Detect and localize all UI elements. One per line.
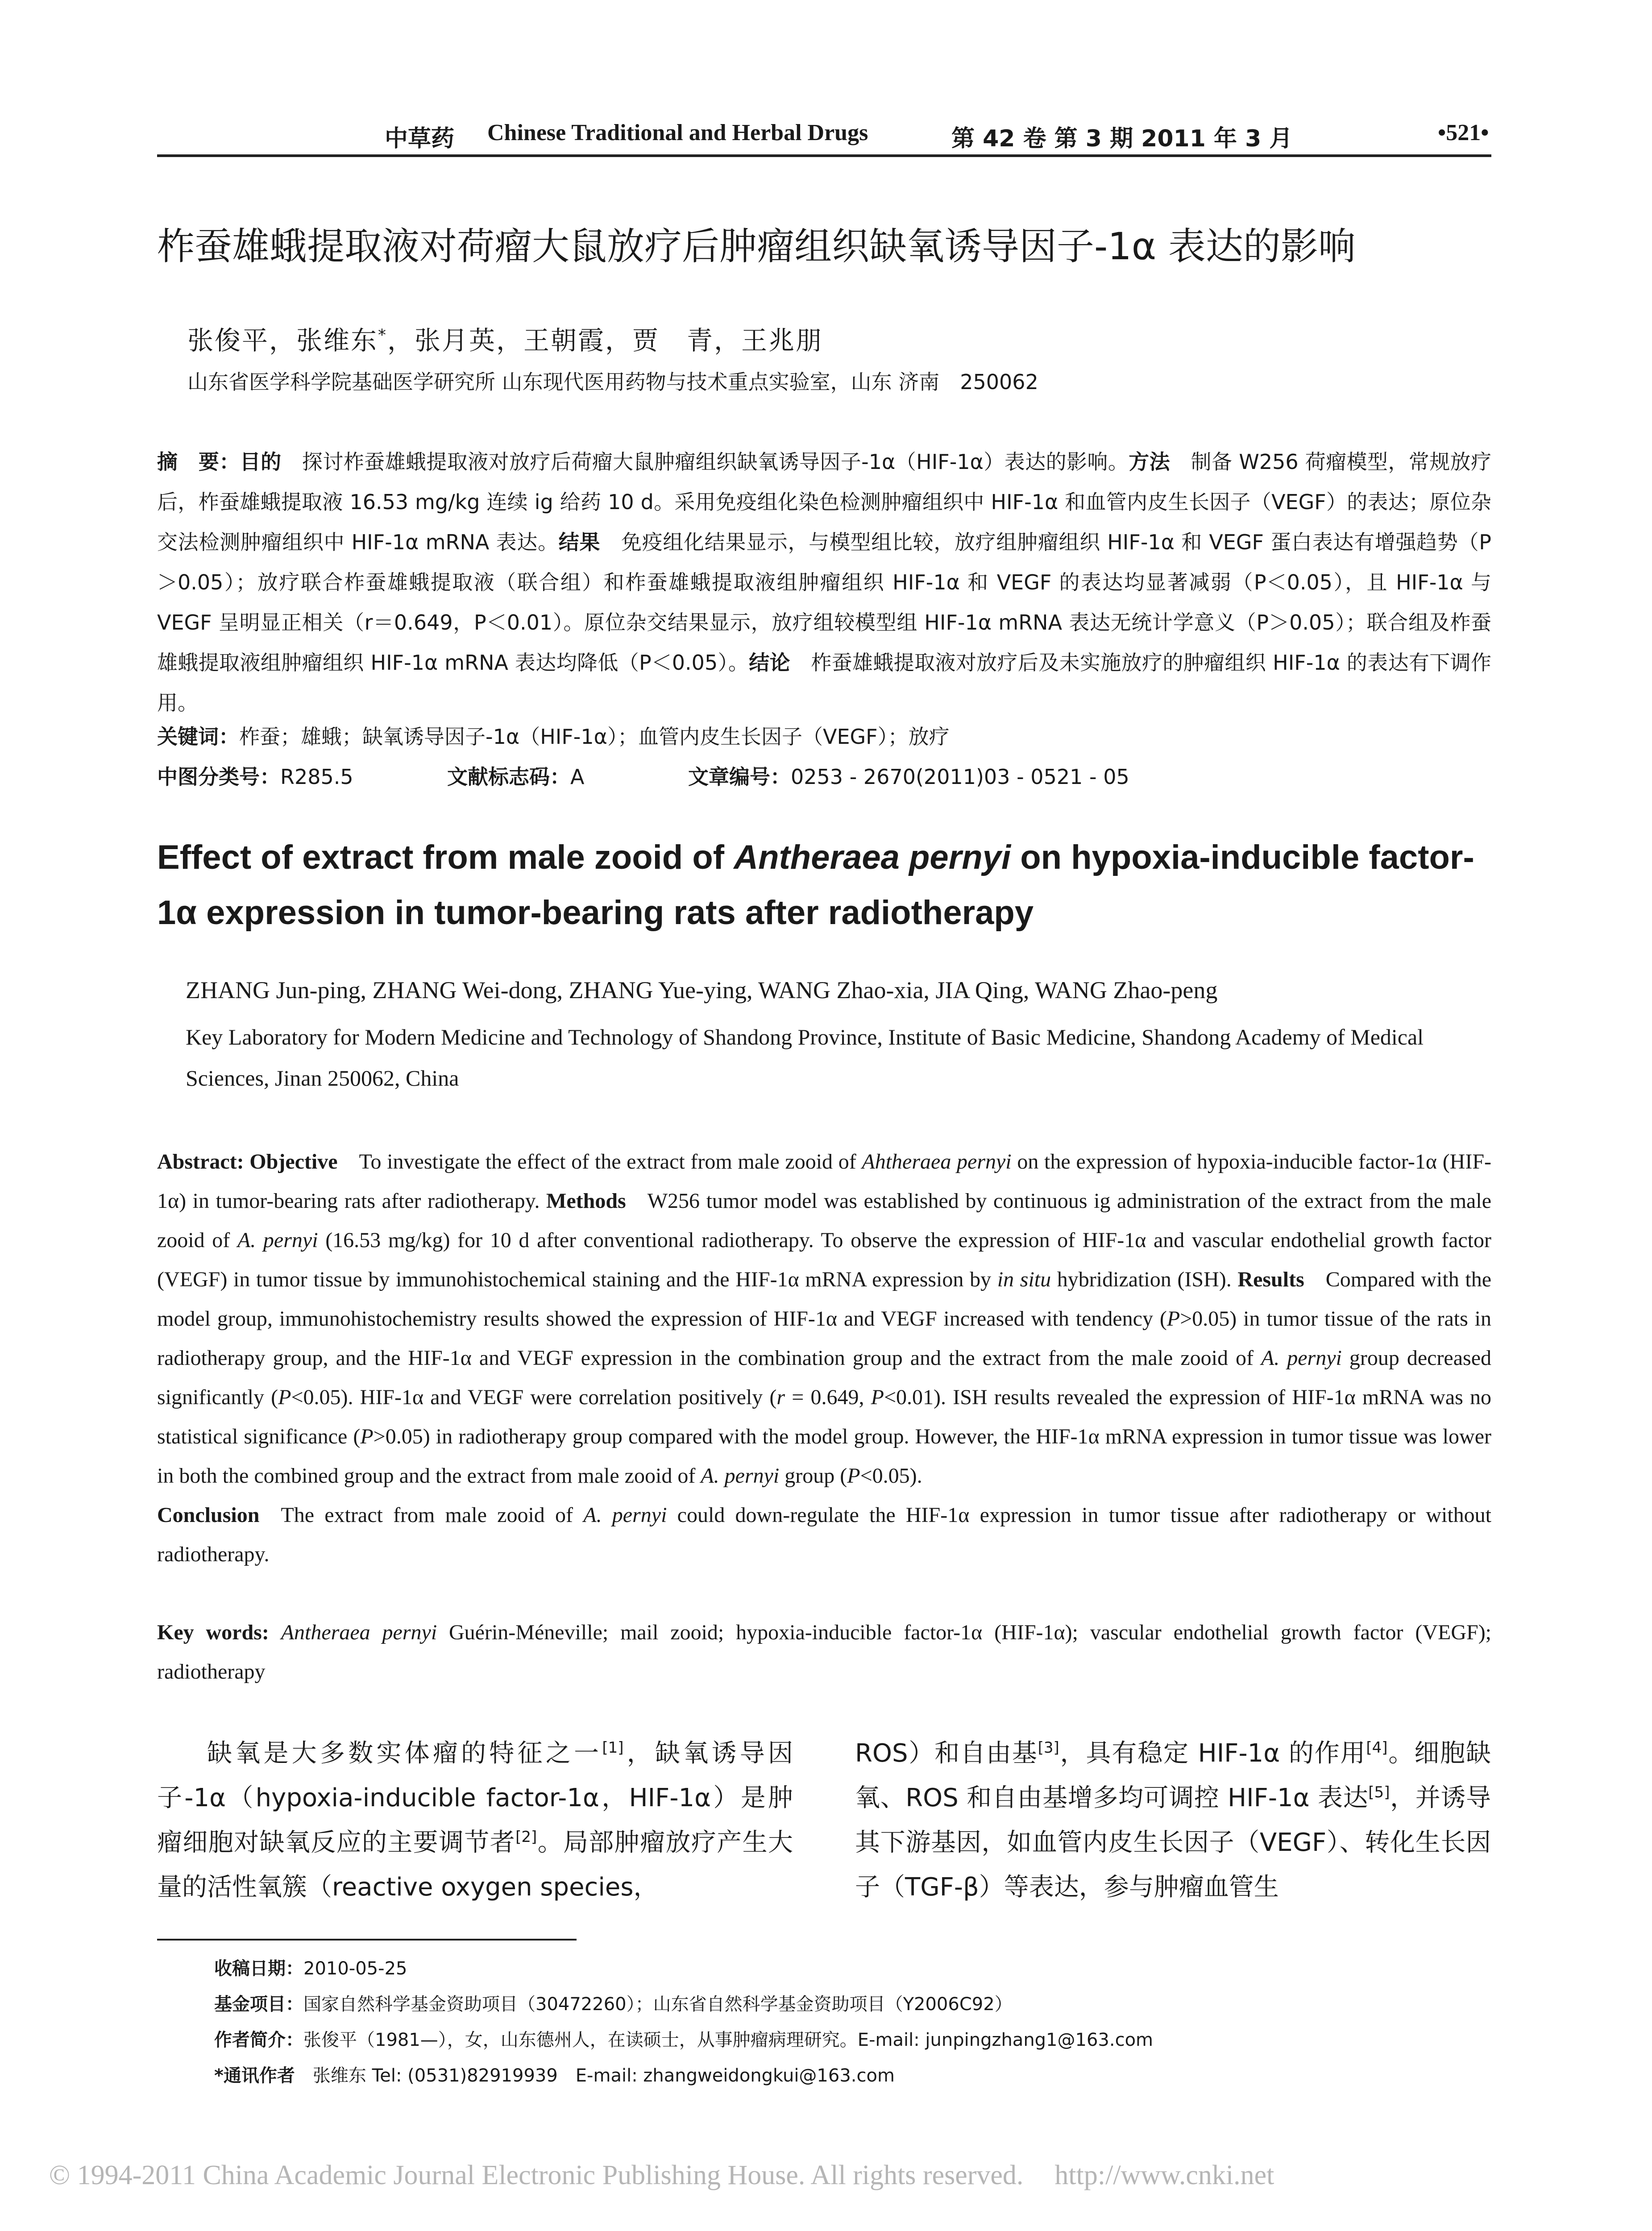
abstract-zh bbox=[157, 442, 1491, 723]
methods-en-insitu: in situ bbox=[997, 1268, 1051, 1291]
authors-en: ZHANG Jun-ping, ZHANG Wei-dong, ZHANG Yue-ying, WANG Zhao-xia, JIA Qing, WANG Zhao-peng bbox=[186, 977, 1218, 1004]
abstract-en bbox=[157, 1142, 1491, 1574]
fund-text: 国家自然科学基金资助项目（30472260）；山东省自然科学基金资助项目（Y2006C92） bbox=[303, 1994, 1013, 2015]
results-en-d: <0.05). HIF-1α and VEGF were correlation positively ( bbox=[291, 1385, 777, 1409]
results-en-p2: P bbox=[278, 1385, 291, 1409]
authors-zh-first: 张俊平，张维东 bbox=[187, 325, 378, 356]
methods-en-b: (16.53 mg/kg) for 10 d after conventional radiotherapy. To observe the expression of HIF-1α and vascular endothelial growth factor (VEGF) in tumor tissue by immunohistochemical staining and the HIF-1α mRNA expression by bbox=[157, 1228, 1491, 1291]
article-no-value: 0253 - 2670(2011)03 - 0521 - 05 bbox=[791, 765, 1129, 789]
results-en-b: >0.05) in tumor tissue of the rats in radiotherapy group, and the HIF-1α and VEGF expression in the combination group and the extract from the male zooid of bbox=[157, 1307, 1491, 1370]
methods-zh: 制备 W256 荷瘤模型，常规放疗后，柞蚕雄蛾提取液 16.53 mg/kg 连续 ig 给药 10 d。采用免疫组化染色检测肿瘤组织中 HIF-1α 和血管内皮生长因子（VEGF）的表达；原位杂交法检测肿瘤组织中 HIF-1α mRNA 表达。 bbox=[157, 450, 1492, 554]
title-en-part2: on hypoxia-inducible factor-1α expression in tumor-bearing rats after radiotherapy bbox=[157, 838, 1474, 932]
conclusion-en-b: could down-regulate the HIF-1α expression in tumor tissue after radiotherapy or without radiotherapy. bbox=[157, 1503, 1492, 1566]
footnote-fund bbox=[214, 1986, 1490, 2022]
header-rule bbox=[157, 154, 1491, 157]
objective-label-en: Objective bbox=[249, 1150, 338, 1174]
methods-en-c: hybridization (ISH). bbox=[1051, 1268, 1238, 1291]
copyright-text: © 1994-2011 China Academic Journal Electronic Publishing House. All rights reserved. bbox=[49, 2160, 1024, 2190]
body-right-text-1: ROS）和自由基 bbox=[855, 1739, 1038, 1768]
body-column-right bbox=[855, 1731, 1491, 1910]
title-zh: 柞蚕雄蛾提取液对荷瘤大鼠放疗后肿瘤组织缺氧诱导因子-1α 表达的影响 bbox=[157, 224, 1356, 268]
volume-issue: 第 42 卷 第 3 期 2011 年 3 月 bbox=[951, 125, 1293, 152]
results-en-i: <0.05). bbox=[860, 1464, 922, 1488]
abstract-zh-label: 摘 要： bbox=[157, 450, 240, 474]
title-en-species: Antheraea pernyi bbox=[734, 838, 1011, 876]
footnote-author-bio bbox=[214, 2022, 1490, 2058]
article-number bbox=[688, 761, 1129, 790]
abstract-en-label: Abstract: bbox=[157, 1150, 244, 1174]
results-en-p3: P bbox=[871, 1385, 884, 1409]
footnotes bbox=[214, 1951, 1490, 2094]
corresponding-mark: * bbox=[378, 326, 388, 344]
received-label: 收稿日期： bbox=[214, 1958, 303, 1979]
objective-en-species: Ahtheraea pernyi bbox=[862, 1150, 1012, 1174]
cnki-url: http://www.cnki.net bbox=[1054, 2160, 1274, 2190]
objective-zh: 探讨柞蚕雄蛾提取液对放疗后荷瘤大鼠肿瘤组织缺氧诱导因子-1α（HIF-1α）表达的影响。 bbox=[281, 450, 1129, 474]
results-en-p1: P bbox=[1166, 1307, 1180, 1331]
citation-ref-4: [4] bbox=[1366, 1739, 1388, 1757]
results-en-p4: P bbox=[360, 1425, 374, 1448]
affiliation-zh: 山东省医学科学院基础医学研究所 山东现代医用药物与技术重点实验室，山东 济南 250062 bbox=[187, 370, 1038, 394]
copyright-line bbox=[49, 2160, 1305, 2191]
body-right-text-4: ，并诱导其下游基因，如血管内皮生长因子（VEGF）、转化生长因子（TGF-β）等表达，参与肿瘤血管生 bbox=[855, 1783, 1491, 1902]
results-zh: 免疫组化结果显示，与模型组比较，放疗组肿瘤组织 HIF-1α 和 VEGF 蛋白表达有增强趋势（P＞0.05）；放疗联合柞蚕雄蛾提取液（联合组）和柞蚕雄蛾提取液组肿瘤组织 HIF-1α 和 VEGF 的表达均显著减弱（P＜0.05），且 HIF-1α 与 VEGF 呈明显正相关（r＝0.649，P＜0.01）。原位杂交结果显示，放疗组较模型组 HIF-1α mRNA 表达无统计学意义（P＞0.05）；联合组及柞蚕雄蛾提取液组肿瘤组织 HIF-1α mRNA 表达均降低（P＜0.05）。 bbox=[157, 530, 1491, 675]
clc-label: 中图分类号： bbox=[157, 765, 280, 789]
results-en-c: group decreased significantly ( bbox=[157, 1346, 1492, 1409]
footnote-rule bbox=[157, 1939, 577, 1941]
body-left-text-3: 。局部肿瘤放疗产生大量的活性氧簇（reactive oxygen species， bbox=[157, 1828, 793, 1902]
keywords-en-species: Antheraea pernyi bbox=[281, 1621, 437, 1644]
conclusion-label-zh: 结论 bbox=[749, 651, 790, 675]
article-no-label: 文章编号： bbox=[688, 765, 791, 789]
title-en-part1: Effect of extract from male zooid of bbox=[157, 838, 734, 876]
results-en-species: A. pernyi bbox=[1261, 1346, 1342, 1370]
citation-ref-1: [1] bbox=[602, 1739, 624, 1757]
keywords-en-text: Guérin-Méneville; mail zooid; hypoxia-inducible factor-1α (HIF-1α); vascular endothelial growth factor (VEGF); radiotherapy bbox=[157, 1621, 1492, 1684]
keywords-zh-label: 关键词： bbox=[157, 725, 239, 749]
corresponding-text: 张维东 Tel: (0531)82919939 E-mail: zhangweidongkui@163.com bbox=[295, 2065, 895, 2086]
page-number: •521• bbox=[1438, 120, 1489, 145]
journal-name-en: Chinese Traditional and Herbal Drugs bbox=[487, 120, 868, 145]
keywords-zh bbox=[157, 721, 1491, 750]
methods-en-a: W256 tumor model was established by continuous ig administration of the extract from the male zooid of bbox=[157, 1189, 1491, 1252]
clc-value: R285.5 bbox=[280, 765, 353, 789]
objective-en-a: To investigate the effect of the extract from male zooid of bbox=[359, 1150, 862, 1174]
results-en-r: r bbox=[776, 1385, 785, 1409]
bio-text: 张俊平（1981—），女，山东德州人，在读硕士，从事肿瘤病理研究。E-mail: junpingzhang1@163.com bbox=[303, 2030, 1154, 2050]
results-en-h: group ( bbox=[779, 1464, 847, 1488]
objective-en-b: on the expression of hypoxia-inducible factor-1α (HIF-1α) in tumor-bearing rats after radiotherapy. bbox=[157, 1150, 1492, 1213]
classification-line bbox=[157, 761, 1491, 792]
keywords-en-label: Key words: bbox=[157, 1621, 269, 1644]
authors-zh bbox=[187, 319, 823, 357]
results-en-f: <0.01). ISH results revealed the expression of HIF-1α mRNA was no statistical significance ( bbox=[157, 1385, 1491, 1448]
conclusion-en-a: The extract from male zooid of bbox=[281, 1503, 584, 1527]
citation-ref-2: [2] bbox=[515, 1828, 537, 1846]
results-en-species2: A. pernyi bbox=[701, 1464, 780, 1488]
authors-zh-rest: ，张月英，王朝霞，贾 青，王兆朋 bbox=[387, 325, 823, 356]
body-left-text-2: ，缺氧诱导因子-1α（hypoxia-inducible factor-1α，HIF-1α）是肿瘤细胞对缺氧反应的主要调节者 bbox=[157, 1739, 793, 1857]
bio-label: 作者简介： bbox=[214, 2030, 303, 2050]
conclusion-en-species: A. pernyi bbox=[583, 1503, 667, 1527]
footnote-corresponding bbox=[214, 2058, 1490, 2094]
body-left-text-1: 缺氧是大多数实体瘤的特征之一 bbox=[207, 1739, 602, 1768]
body-right-text-3: 。细胞缺氧、ROS 和自由基增多均可调控 HIF-1α 表达 bbox=[855, 1739, 1491, 1812]
citation-ref-3: [3] bbox=[1038, 1739, 1059, 1757]
citation-ref-5: [5] bbox=[1368, 1783, 1390, 1801]
corresponding-label: *通讯作者 bbox=[214, 2065, 295, 2086]
keywords-zh-text: 柞蚕；雄蛾；缺氧诱导因子-1α（HIF-1α）；血管内皮生长因子（VEGF）；放疗 bbox=[239, 725, 950, 749]
conclusion-zh: 柞蚕雄蛾提取液对放疗后及未实施放疗的肿瘤组织 HIF-1α 的表达有下调作用。 bbox=[157, 651, 1492, 715]
results-en-e: = 0.649, bbox=[785, 1385, 871, 1409]
received-date: 2010-05-25 bbox=[303, 1958, 407, 1979]
doc-code-value: A bbox=[570, 765, 585, 789]
methods-en-species: A. pernyi bbox=[237, 1228, 318, 1252]
fund-label: 基金项目： bbox=[214, 1994, 303, 2015]
footnote-received bbox=[214, 1951, 1490, 1986]
methods-label-zh: 方法 bbox=[1129, 450, 1171, 474]
affiliation-en: Key Laboratory for Modern Medicine and Technology of Shandong Province, Institute of Basic Medicine, Shandong Academy of Medical Sciences, Jinan 250062, China bbox=[186, 1024, 1424, 1091]
results-en-a: Compared with the model group, immunohistochemistry results showed the expression of HIF-1α and VEGF increased with tendency ( bbox=[157, 1268, 1492, 1331]
doc-code-label: 文献标志码： bbox=[447, 765, 570, 789]
body-column-left bbox=[157, 1731, 793, 1910]
results-en-g: >0.05) in radiotherapy group compared with the model group. However, the HIF-1α mRNA expression in tumor tissue was lower in both the combined group and the extract from male zooid of bbox=[157, 1425, 1491, 1488]
journal-name-zh: 中草药 bbox=[385, 125, 455, 152]
clc-number bbox=[157, 761, 353, 790]
results-en-p5: P bbox=[847, 1464, 860, 1488]
body-right-text-2: ，具有稳定 HIF-1α 的作用 bbox=[1059, 1739, 1366, 1768]
document-code bbox=[447, 761, 584, 790]
results-label-en: Results bbox=[1237, 1268, 1304, 1291]
keywords-en bbox=[157, 1613, 1491, 1692]
running-header bbox=[157, 117, 1491, 155]
methods-label-en: Methods bbox=[546, 1189, 626, 1213]
title-en bbox=[157, 830, 1491, 941]
objective-label-zh: 目的 bbox=[240, 450, 282, 474]
results-label-zh: 结果 bbox=[558, 530, 601, 554]
conclusion-label-en: Conclusion bbox=[157, 1503, 260, 1527]
